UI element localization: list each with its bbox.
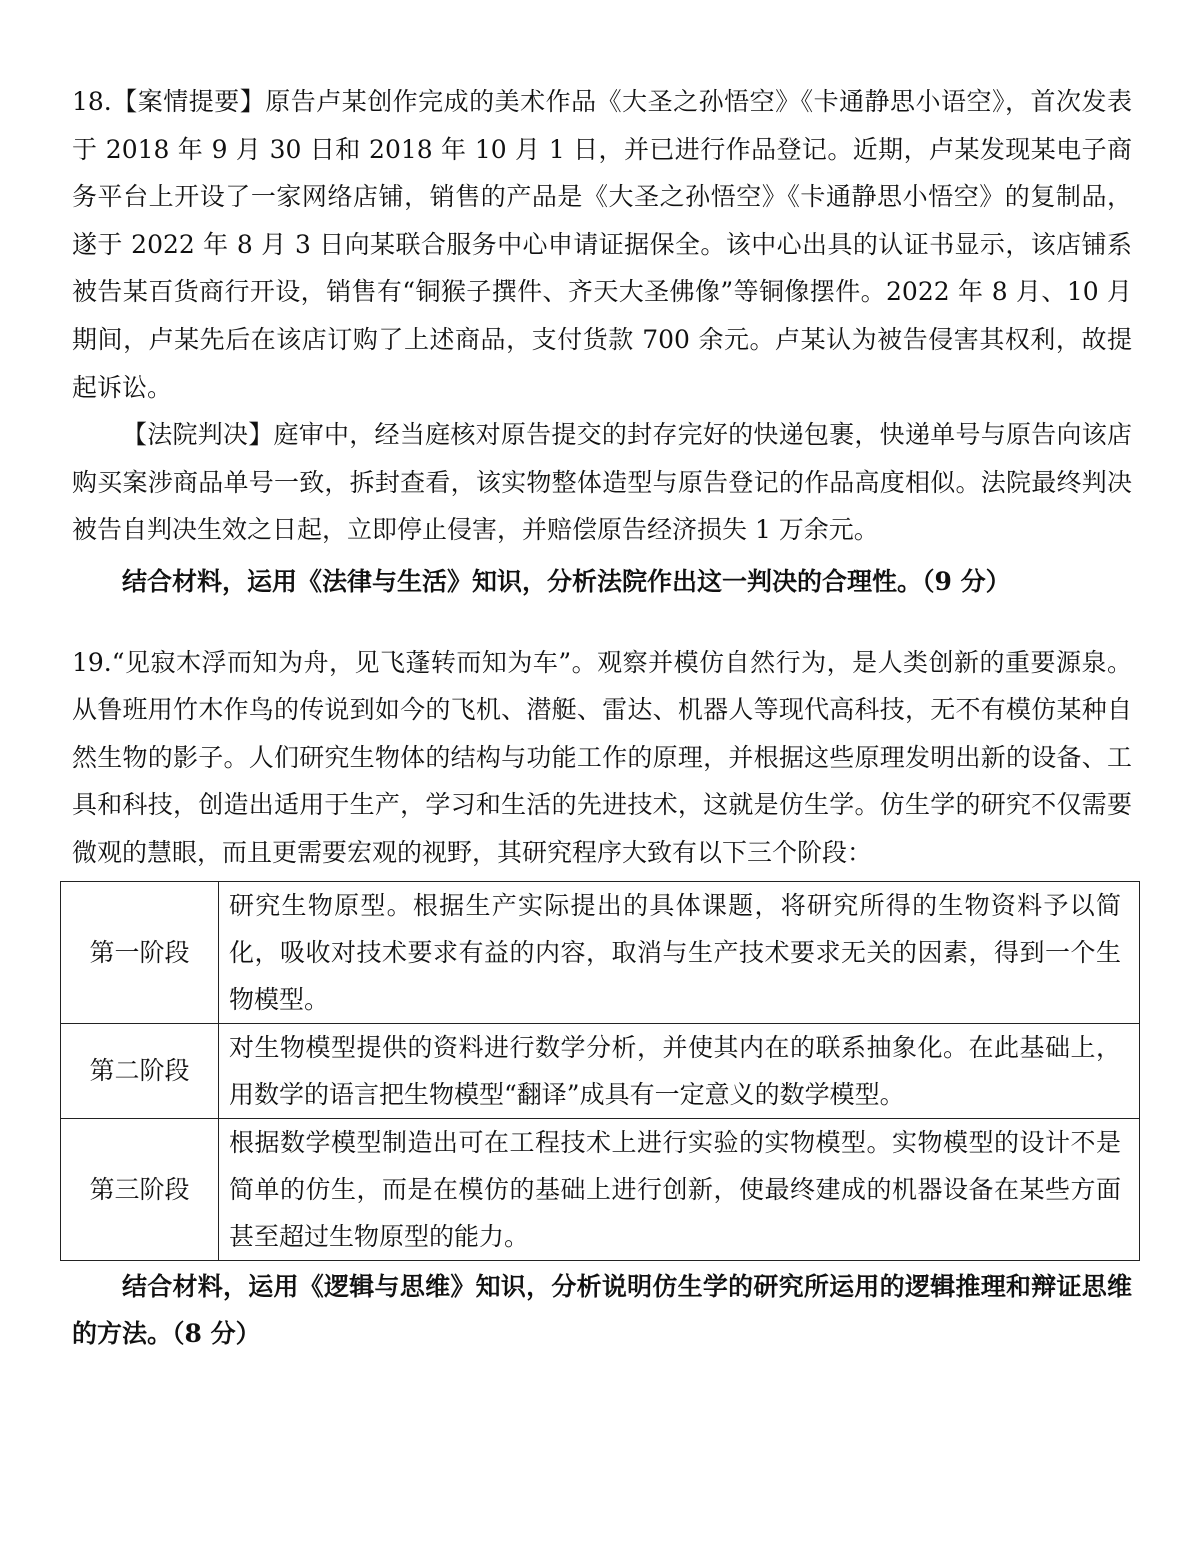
- stage-description: 根据数学模型制造出可在工程技术上进行实验的实物模型。实物模型的设计不是简单的仿生，而是在模仿的基础上进行创新，使最终建成的机器设备在某些方面甚至超过生物原型的能力。: [219, 1118, 1140, 1260]
- stage-name: 第一阶段: [61, 881, 219, 1023]
- stage-name: 第二阶段: [61, 1023, 219, 1118]
- table-row: [61, 1118, 1140, 1260]
- stage-description: 对生物模型提供的资料进行数学分析，并使其内在的联系抽象化。在此基础上，用数学的语言把生物模型“翻译”成具有一定意义的数学模型。: [219, 1023, 1140, 1118]
- table-row: [61, 881, 1140, 1023]
- table-row: [61, 1023, 1140, 1118]
- q18-question-prompt: 结合材料，运用《法律与生活》知识，分析法院作出这一判决的合理性。（9 分）: [122, 566, 1011, 596]
- q19-intro: 19.“见寂木浮而知为舟，见飞蓬转而知为车”。观察并模仿自然行为，是人类创新的重要源泉。从鲁班用竹木作鸟的传说到如今的飞机、潜艇、雷达、机器人等现代高科技，无不有模仿某种自然生物的影子。人们研究生物体的结构与功能工作的原理，并根据这些原理发明出新的设备、工具和科技，创造出适用于生产，学习和生活的先进技术，这就是仿生学。仿生学的研究不仅需要微观的慧眼，而且更需要宏观的视野，其研究程序大致有以下三个阶段：: [72, 647, 1132, 867]
- stages-table: [60, 881, 1140, 1261]
- stage-description: 研究生物原型。根据生产实际提出的具体课题，将研究所得的生物资料予以简化，吸收对技术要求有益的内容，取消与生产技术要求无关的因素，得到一个生物模型。: [219, 881, 1140, 1023]
- section-gap: [72, 606, 1132, 639]
- exam-page: [72, 78, 1132, 1358]
- q19-question-prompt: 结合材料，运用《逻辑与思维》知识，分析说明仿生学的研究所运用的逻辑推理和辩证思维的方法。（8 分）: [72, 1271, 1132, 1349]
- q18-case-summary: 18.【案情提要】原告卢某创作完成的美术作品《大圣之孙悟空》《卡通静思小语空》，首次发表于 2018 年 9 月 30 日和 2018 年 10 月 1 日，并已进行作品登记。近期，卢某发现某电子商务平台上开设了一家网络店铺，销售的产品是《大圣之孙悟空》《卡通静思小悟空》的复制品，遂于 2022 年 8 月 3 日向某联合服务中心申请证据保全。该中心出具的认证书显示，该店铺系被告某百货商行开设，销售有“铜猴子撰件、齐天大圣佛像”等铜像摆件。2022 年 8 月、10 月期间，卢某先后在该店订购了上述商品，支付货款 700 余元。卢某认为被告侵害其权利，故提起诉讼。: [72, 87, 1132, 402]
- q18-court-ruling: 【法院判决】庭审中，经当庭核对原告提交的封存完好的快递包裹，快递单号与原告向该店购买案涉商品单号一致，拆封查看，该实物整体造型与原告登记的作品高度相似。法院最终判决被告自判决生效之日起，立即停止侵害，并赔偿原告经济损失 1 万余元。: [72, 420, 1132, 545]
- stage-name: 第三阶段: [61, 1118, 219, 1260]
